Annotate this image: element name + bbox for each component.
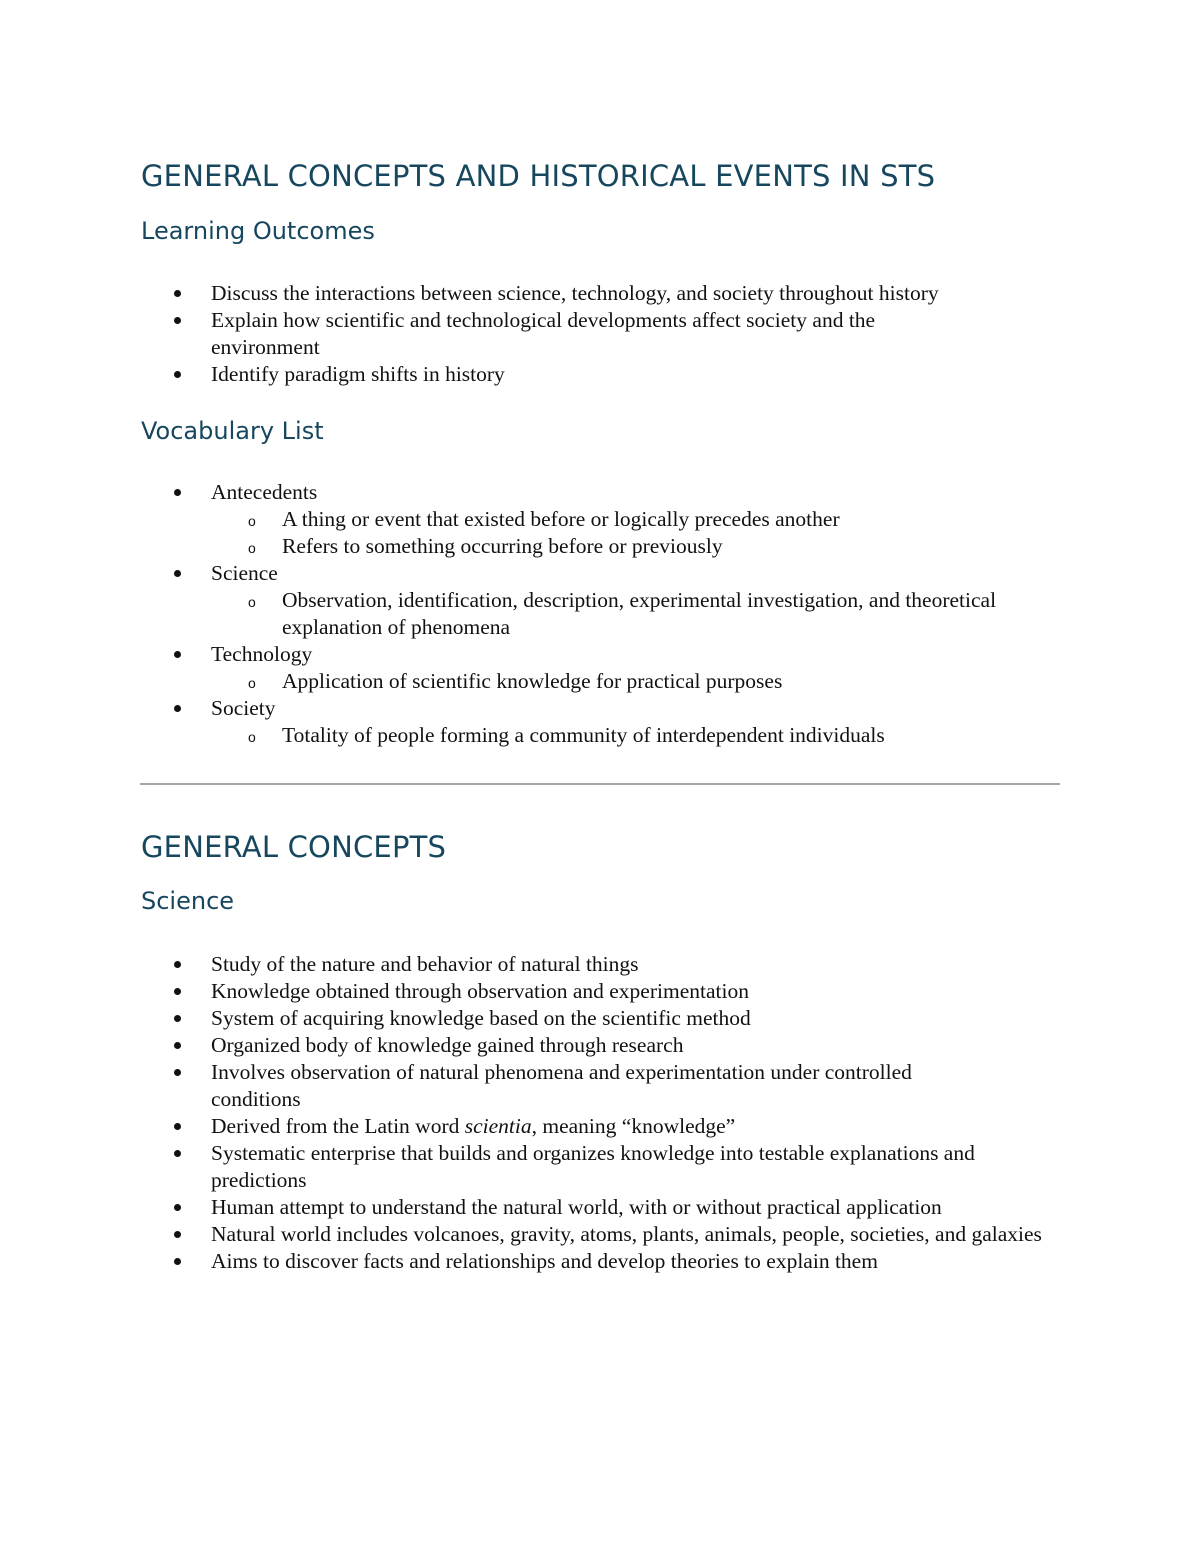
bullet-icon xyxy=(174,1069,181,1076)
bullet-icon xyxy=(174,290,181,297)
list-item: Natural world includes volcanoes, gravity, atoms, plants, animals, people, societies, and galaxies xyxy=(0,1221,1061,1248)
bullet-icon xyxy=(174,705,181,712)
bullet-icon xyxy=(174,1042,181,1049)
list-item: Knowledge obtained through observation and experimentation xyxy=(0,978,1061,1005)
bullet-icon xyxy=(174,1258,181,1265)
list-item: Discuss the interactions between science, technology, and society throughout history xyxy=(0,280,1061,307)
page-title: GENERAL CONCEPTS AND HISTORICAL EVENTS IN STS xyxy=(141,159,936,193)
list-item: Explain how scientific and technological developments affect society and the environment xyxy=(0,307,1061,361)
vocab-term: Antecedents xyxy=(0,479,1061,506)
circle-bullet-icon: o xyxy=(248,540,256,556)
list-item: Study of the nature and behavior of natural things xyxy=(0,951,1061,978)
science-list xyxy=(0,951,1061,1275)
list-item: Identify paradigm shifts in history xyxy=(0,361,1061,388)
bullet-icon xyxy=(174,651,181,658)
bullet-icon xyxy=(174,961,181,968)
vocab-definition: o A thing or event that existed before or logically precedes another xyxy=(0,506,1062,533)
learning-outcomes-heading: Learning Outcomes xyxy=(141,217,375,245)
bullet-icon xyxy=(174,1123,181,1130)
vocabulary-list xyxy=(0,479,1062,749)
vocab-definition: o Observation, identification, description, experimental investigation, and theoretical explanation of phenomena xyxy=(248,588,997,639)
vocab-term: Technology xyxy=(0,641,1061,668)
learning-outcomes-list xyxy=(0,280,1061,388)
list-item: Human attempt to understand the natural world, with or without practical application xyxy=(0,1194,1061,1221)
list-item: System of acquiring knowledge based on the scientific method xyxy=(0,1005,1061,1032)
science-heading: Science xyxy=(141,887,235,915)
list-item: Aims to discover facts and relationships and develop theories to explain them xyxy=(0,1248,1061,1275)
bullet-icon xyxy=(174,1231,181,1238)
bullet-icon xyxy=(174,988,181,995)
list-item: Systematic enterprise that builds and organizes knowledge into testable explanations and predictions xyxy=(0,1140,1061,1194)
bullet-icon xyxy=(174,489,181,496)
list-item-latin-origin xyxy=(0,1113,1061,1140)
bullet-icon xyxy=(174,1015,181,1022)
latin-text-before: Derived from the Latin word xyxy=(211,1114,465,1138)
list-item: Involves observation of natural phenomena and experimentation under controlled conditions xyxy=(0,1059,1061,1113)
vocab-term: Society xyxy=(0,695,1061,722)
bullet-icon xyxy=(174,1150,181,1157)
vocab-term: Science xyxy=(0,560,1061,587)
circle-bullet-icon: o xyxy=(248,513,256,529)
vocab-definition: o Application of scientific knowledge for practical purposes xyxy=(0,668,1062,695)
latin-word: scientia xyxy=(464,1114,532,1138)
list-item: Organized body of knowledge gained through research xyxy=(0,1032,1061,1059)
bullet-icon xyxy=(174,1204,181,1211)
vocab-definition: o Refers to something occurring before or previously xyxy=(0,533,1062,560)
bullet-icon xyxy=(174,371,181,378)
vocab-definition: o Totality of people forming a community of interdependent individuals xyxy=(0,722,1062,749)
bullet-icon xyxy=(174,570,181,577)
circle-bullet-icon: o xyxy=(248,594,256,610)
latin-text-after: , meaning “knowledge” xyxy=(531,1114,736,1138)
circle-bullet-icon: o xyxy=(248,729,256,745)
vocabulary-heading: Vocabulary List xyxy=(141,417,324,445)
circle-bullet-icon: o xyxy=(248,675,256,691)
general-concepts-title: GENERAL CONCEPTS xyxy=(141,830,447,864)
bullet-icon xyxy=(174,317,181,324)
section-divider xyxy=(140,783,1060,785)
